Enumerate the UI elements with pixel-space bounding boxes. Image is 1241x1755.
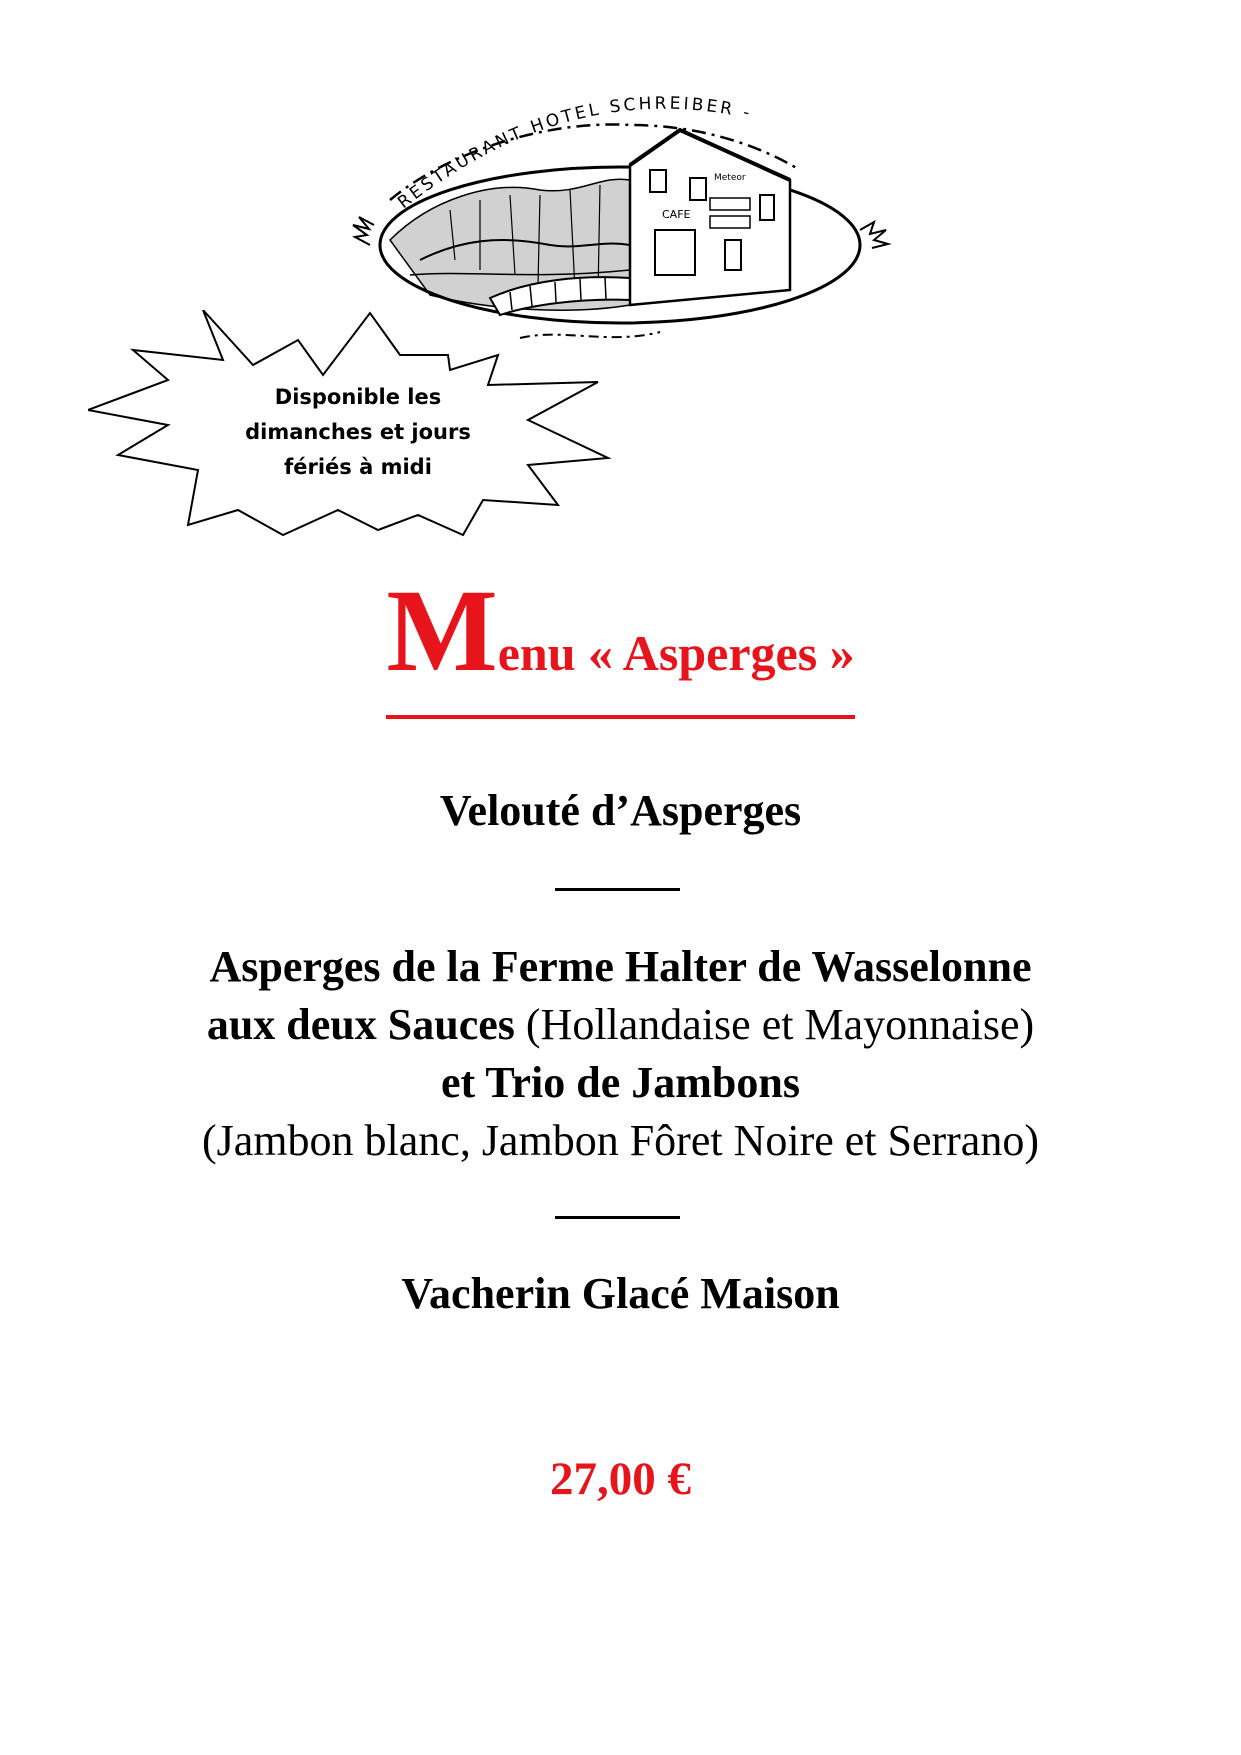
course-main-line-1: Asperges de la Ferme Halter de Wasselonne [209, 942, 1032, 991]
availability-note [228, 380, 488, 485]
menu-title-initial: M [386, 565, 498, 696]
svg-text:Meteor: Meteor [714, 173, 746, 183]
course-main-line-4: (Jambon blanc, Jambon Fôret Noire et Serrano) [202, 1116, 1039, 1165]
menu-title [0, 565, 1241, 719]
course-separator [555, 1216, 680, 1219]
course-main-line-3: et Trio de Jambons [441, 1058, 800, 1107]
availability-line-1: Disponible les [274, 385, 442, 409]
course-dessert: Vacherin Glacé Maison [401, 1269, 840, 1318]
course-starter: Velouté d’Asperges [439, 786, 802, 835]
svg-text:CAFE: CAFE [662, 208, 691, 221]
course-main-line-2 [0, 996, 1241, 1054]
svg-text:RESTAURANT HOTEL SCHREIBER -: RESTAURANT HOTEL SCHREIBER - [394, 93, 755, 213]
course-main-line-2-bold: aux deux Sauces [206, 1000, 515, 1049]
availability-line-3: fériés à midi [284, 455, 432, 479]
course-main-line-2-plain: (Hollandaise et Mayonnaise) [514, 1000, 1035, 1049]
menu-price: 27,00 € [550, 1453, 691, 1505]
menu-title-rest: enu « Asperges » [497, 625, 855, 681]
course-main [0, 938, 1241, 1170]
hotel-logo [330, 70, 910, 350]
availability-line-2: dimanches et jours [245, 420, 471, 444]
course-separator [555, 888, 680, 891]
menu-title-underlined [386, 565, 855, 719]
